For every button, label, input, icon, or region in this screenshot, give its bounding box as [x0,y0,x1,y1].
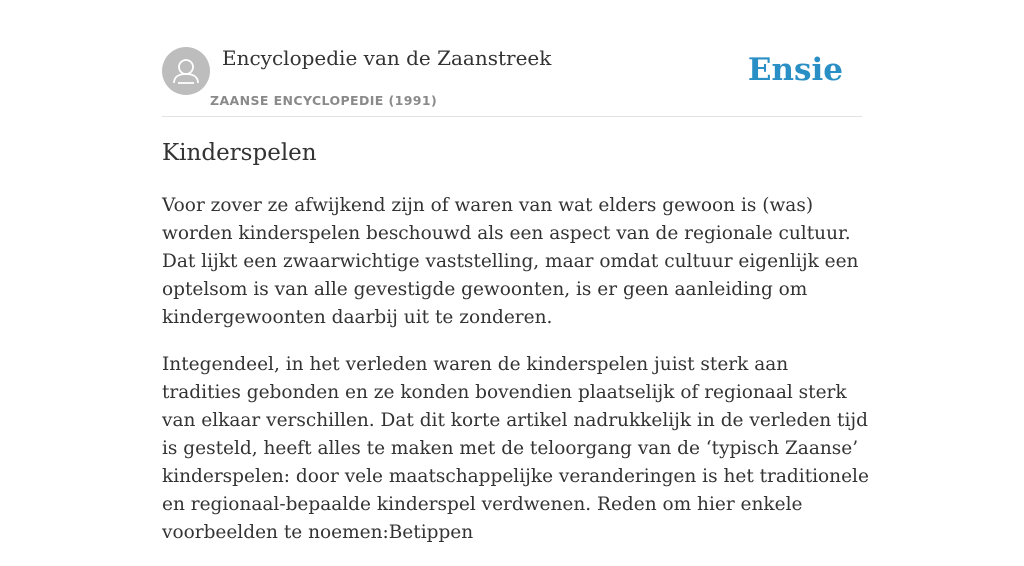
user-avatar-icon[interactable] [162,47,210,95]
source-header [162,46,862,117]
article-title: Kinderspelen [162,140,317,166]
user-outline-icon [162,47,210,95]
article-paragraph: Integendeel, in het verleden waren de kinderspelen juist sterk aan tradities gebonden en ze konden bovendien plaatselijk of regionaal sterk van elkaar verschillen. Dat dit korte artikel nadrukkelijk in de verleden tijd is gesteld, heeft alles te maken met de teloorgang van de ‘typisch Zaanse’ kinderspelen: door vele maatschappelijke veranderingen is het traditionele en regionaal-bepaalde kinderspel verdwenen. Reden om hier enkele voorbeelden te noemen:Betippen [162,354,869,543]
article-body [162,192,872,566]
source-title[interactable]: Encyclopedie van de Zaanstreek [222,46,552,70]
article-paragraph: Voor zover ze afwijkend zijn of waren van wat elders gewoon is (was) worden kinderspelen beschouwd als een aspect van de regionale cultuur. Dat lijkt een zwaarwichtige vaststelling, maar omdat cultuur eigenlijk een optelsom is van alle gevestigde gewoonten, is er geen aanleiding om kindergewoonten daarbij uit te zonderen. [162,195,859,328]
source-subtitle[interactable]: ZAANSE ENCYCLOPEDIE (1991) [210,93,438,108]
brand-logo[interactable]: Ensie [747,52,843,88]
